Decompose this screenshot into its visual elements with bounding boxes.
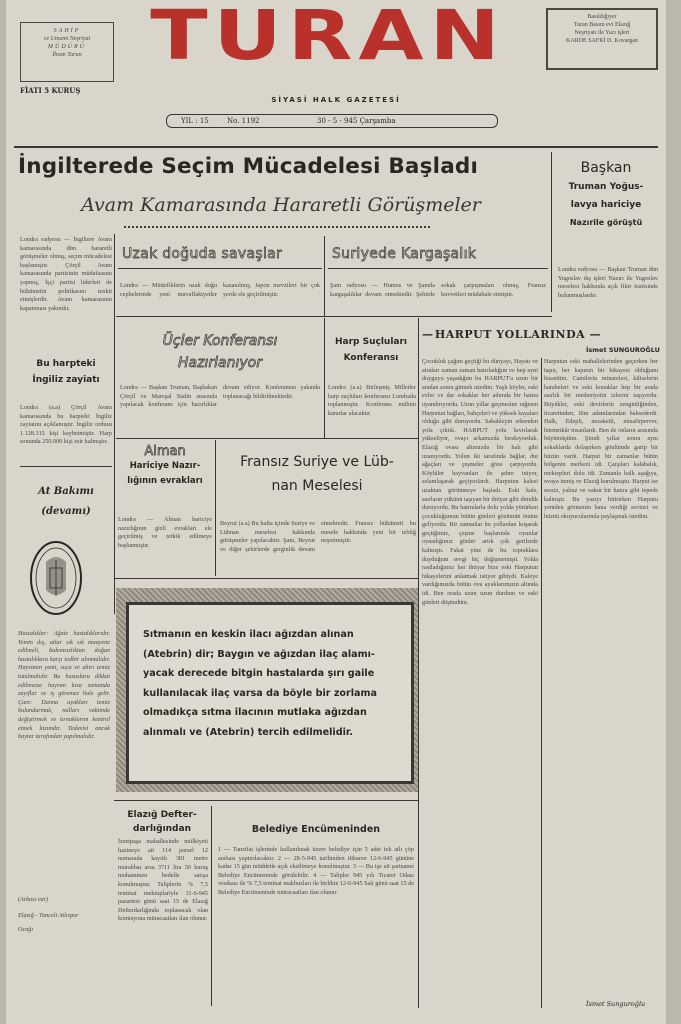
truman-title [554, 158, 658, 232]
printer-line-2: Turan Basım evi Elazığ [573, 22, 631, 28]
truman-body: Londra radyosu — Başkan Truman dün Yugoslav dış işleri Nazırı ile Yugoslav meselesi hakkında açık fikir teatisinde bulunmuşlardır. [558, 266, 658, 299]
harput-title-wrap: — HARPUT YOLLARINDA — [422, 328, 601, 341]
main-subheadline: Avam Kamarasında Hararetli Görüşmeler [81, 194, 481, 216]
atebrin-line-4: kullanılacak ilaç varsa da böyle bir zorlama [143, 687, 377, 699]
truman-title-1: Başkan [580, 160, 632, 176]
harput-signature: İsmet Sunguroğlu [586, 1000, 646, 1008]
horse-title: At Bakımı [38, 486, 94, 497]
printer-line-1: Basıldığıyer [587, 14, 617, 20]
triple-body: Londra — Başkan Truman, Başbakan Çörçil ve Mareşal Stalin arasında yapılacak konferans için hazırlıklar devam ediyor. Konferansın yakında toplanacağı bildirilmektedir. [120, 384, 320, 409]
war-crimes-title-2: Konferansı [343, 353, 399, 363]
triple-title-2: Hazırlanıyor [178, 355, 262, 371]
casualty-rule [20, 466, 112, 467]
harput-byline: İsmet SUNGUROĞLU [586, 346, 660, 354]
treasury-body: İzzetpaşa mahallesinde mülkiyeti hazineye ait 114 parsel 12 numarada kayıtlı 381 metre murabbaı arsa 3711 lira 50 kuruş muhammen bedelle satışa konulmuştur. Taliplerin % 7,5 teminat mektuplariyle 11-6-945 pazartesi günü saat 15 de Elazığ Defterdarlığında toplanacak olan komisyona müracaatları ilan olunur. [118, 838, 208, 923]
atebrin-line-3: yacak derecede bitgin hastalarda şırı gaile [143, 668, 375, 679]
triple-right-divider [324, 318, 325, 438]
german-title-1: Alman [144, 444, 186, 459]
french-title-2: nan Meselesi [271, 478, 363, 494]
syria-body: Şam radyosu — Humus ve Şamda kargaşalıklar devam etmektedir. Şehirde sokak çarpışmaları olmuş, Fransız kuvvetleri müdahale etmiştir. [330, 282, 546, 298]
war-crimes-title [326, 334, 416, 366]
horse-author-2: Ocağı [18, 926, 34, 933]
casualty-title-1: Bu harpteki [36, 359, 96, 369]
treasury-title [116, 808, 208, 836]
owner-line-1: SAHİP [53, 28, 81, 34]
german-right-divider [215, 440, 216, 576]
price-label: FİATI 5 KURUŞ [20, 86, 81, 95]
harput-col-divider [541, 358, 542, 1008]
treasury-title-1: Elazığ Defter- [127, 810, 197, 820]
issue-date: 30 - 5 - 945 Çarşamba [317, 117, 396, 125]
far-east-body: Londra — Müttefiklerin uzak doğu cephelerinde yeni muvaffakiyetler kazanılmış, Japon mevzileri bir çok yerde ele geçirilmiştir. [120, 282, 320, 298]
horse-author: Elazığ - Tunceli Atlıspor [18, 912, 79, 919]
german-title-3: lığının evrakları [127, 476, 203, 486]
atebrin-line-1: Sıtmanın en keskin ilacı ağızdan alınan [143, 629, 354, 640]
casualty-title [20, 356, 112, 388]
french-title-1: Fransız Suriye ve Lüb- [240, 454, 394, 470]
atebrin-line-6: alınmalı ve (Atebrin) tercih edilmelidir. [143, 726, 353, 738]
atebrin-line-5: olmadıkça sıtma ilacının mutlaka ağızdan [143, 707, 367, 718]
headline-dash-rule [124, 226, 430, 228]
german-title [116, 444, 214, 489]
casualty-body: Londra (a.a) Çörçil Avam kamarasında bu harpteki İngiliz zayiatını açıklamıştır. İngiliz ordusu 1.128.315 kişi kaybetmiştir. Harp sonunda 250.000 kişi esir kalmıştır. [20, 404, 112, 446]
municipality-body: 1 — Tanzifat işlerinde kullanılmak üzere belediye için 5 adet tek atlı çöp arabası yaptırılacaktır. 2 — 28-5-945 tarihinden itibaren 12-6-945 gününe kadar 15 gün müddetle açık eksiltmeye konulmuştur. 3 — Bu işe ait şartname Belediye Encümeninde görülebilir. 4 — Talipler 945 yılı Ticaret Odası vesikası ile % 7,5 teminat makbuzları ile birlikte 12-6-945 Salı günü saat 15 de Belediye Encümeninde müracaatları ilan olunur. [218, 846, 414, 896]
treasury-title-2: darlığından [133, 824, 191, 834]
printer-line-4: KARDE SAFKİ D. Kovargan [566, 38, 638, 44]
ad-bottom-rule [114, 800, 418, 801]
triple-title-1: Üçler Konferansı [162, 333, 278, 349]
left-col-divider [114, 234, 115, 614]
horse-footer: (Arkası var) [18, 896, 49, 903]
triple-bottom-rule [116, 438, 418, 439]
harput-body: Çocukluk çağım geçtiği bu dünyayı, Hayatı ve atraları zaman zaman hatırladığım ve hep ayni duyguyu yaşadığım bu HARPUT'a uzun bir aradan sonra gitmek istedim. Yaşlı köyler, eski evler ve dar sokaklar her adımda bir hatıra uyandırıyordu. Uzun yıllar geçmesine rağmen Harputun bağları, bahçeleri ve yüksek kayaları olduğu gibi duruyordu. Sabahleyin erkenden yola çıktık. HARPUT yolu kıvrılarak yükseliyor, ovayı arkamızda bırakıyorduk. Elazığ ovası altımızda bir halı gibi uzanıyordu. Yolun iki tarafında bağlar, dut ağaçları ve çeşmeler göze çarpıyordu. Köylüler hayvanları ile şehre iniyor, selamlaşarak geçiyorlardı. Harputun kalesi uzaktan görünmeye başladı. Eski kale, asırların yükünü taşıyan bir ihtiyar gibi dimdik duruyordu. Bu hatıralarla dolu yolda yürürken çocukluğumun bütün günleri gözümün önüne geliyordu. Bir zamanlar bu yollardan koşarak geçtiğimiz, çeşme başlarında oyunlar oynadığımız günler artık çok gerilerde kalmıştı. Fakat yine de bu topraklara duyduğum sevgi hiç değişmemişti. Yolda rastladığımız her ihtiyar bize eski Harputun hikayelerini anlatmak istiyor gibiydi. Kaleye vardığımızda bütün ova ayaklarımızın altında idi. Ben orada uzun uzun durdum ve eski günleri düşündüm. [422, 358, 538, 606]
war-crimes-body: Londra (a.a) Birleşmiş Milletler harp suçluları konferansı Londrada toplanmıştır. Konferans mühim kararlar alacaktır. [328, 384, 416, 417]
issue-number: No. 1192 [227, 117, 260, 125]
french-body: Beyrut (a.a) Bu hafta içinde Suriye ve Lübnan meselesi hakkında görüşmeler yapılacaktır. Şam, Beyrut ve diğer şehirlerde gerginlik devam etmektedir. Fransız hükümeti bu mesele hakkında yeni bir tebliğ neşretmiştir. [220, 520, 416, 553]
french-title [218, 450, 416, 498]
atebrin-ad-text [143, 625, 401, 742]
triple-title [122, 330, 318, 374]
syria-bottom-rule [116, 316, 552, 317]
harput-body-2: Harputun eski mahallelerinden geçerken her taşın, her kapının bir hikayesi olduğunu hissettim. Camilerin minareleri, kiliselerin harabeleri ve eski konaklar hep bir arada asırlık bir medeniyetin izlerini taşıyordu. Büyükler, eski devirlerin zenginliğinden, ticaretinden, ilim adamlarından bahsederdi. Halk, Edepli, nezaketli, misafirperver, hürmetkâr insanlardı. Ben de onların arasında büyümüştüm. Şimdi yıllar sonra aynı sokaklarda dolaşırken gönlümde garip bir hüzün vardı. Harput bir zamanlar bütün bölgenin merkezi idi. Çarşıları kalabalık, mektepleri dolu idi. Zamanla halk aşağıya, ovaya inmiş ve Elazığ kurulmuştu. Harput ise sessiz, yalnız ve vakur bir hatıra gibi tepede kalmıştı. Bu yazıyı bitirirken Harputu yeniden görmenin bana verdiği sevinci ve hüznü okuyucularımla paylaşmak istedim. [544, 358, 658, 520]
treasury-right-divider [211, 806, 212, 1006]
syria-title: Suriyede Kargaşalık [332, 246, 477, 262]
issue-year: YIL : 15 [181, 117, 209, 125]
masthead-title: TURAN [150, 0, 506, 76]
owner-line-2: ve Umumi Neşriyat [43, 36, 91, 42]
owner-box [20, 22, 114, 82]
syria-rule [328, 268, 548, 269]
printer-line-3: Neşriyatı ile Yazı işleri [574, 30, 630, 36]
war-crimes-title-1: Harp Suçluları [334, 337, 408, 347]
horse-subtitle: (devamı) [41, 506, 91, 517]
german-body: Londra — Alman hariciye nazırlığının gizli evrakları ele geçirilmiş ve tetkik edilmeye başlanmıştır. [118, 516, 212, 549]
far-east-title: Uzak doğuda savaşlar [122, 246, 283, 262]
masthead-rule [14, 146, 658, 148]
emblem-icon [28, 538, 84, 618]
municipality-title: Belediye Encümeninden [251, 824, 381, 835]
truman-title-3: lavya hariciye [570, 200, 642, 210]
atebrin-line-2: (Atebrin) dir; Baygın ve ağızdan ilaç alamı- [143, 648, 375, 660]
atebrin-ad-inner [126, 602, 414, 784]
headline-body: Londra radyosu — İngiltere Avam kamarasında dün hararetli görüşmeler olmuş, seçim mücadelesi başlamıştır. Çörçil Avam kamarasında partisinin müdafaasını yapmış, İşçi partisi liderleri de hükümetin politikasını tenkit etmişlerdir. Avam kamarasının kapanması yakındır. [20, 236, 112, 312]
german-title-2: Hariciye Nazır- [129, 461, 201, 471]
ad-top-rule [114, 578, 418, 579]
printer-box [546, 8, 658, 70]
issue-bar [166, 114, 498, 128]
owner-line-3: MÜDÜRÜ [48, 44, 86, 50]
casualty-title-2: İngiliz zayiatı [32, 375, 100, 385]
war-crimes-right-divider [418, 318, 419, 1008]
newspaper-page [6, 0, 666, 1024]
main-headline: İngilterede Seçim Mücadelesi Başladı [18, 154, 479, 179]
truman-title-2: Truman Yoğus- [568, 182, 644, 192]
masthead-subtitle: SİYASİ HALK GAZETESİ [271, 96, 401, 104]
harput-title: HARPUT YOLLARINDA [434, 328, 586, 341]
owner-line-4: İhsan Turan [52, 52, 82, 58]
far-east-rule [118, 268, 322, 269]
truman-title-4: Nazırile görüştü [569, 218, 643, 227]
horse-body: Hastalıklar: Ağaiz hastalıklarıdır. Yemin dış, atlar sık sık muayene edilmeli, bakımsızlıktan doğan hastalıklara karşı tedbir alınmalıdır. Hayvanın yemi, suyu ve ahırı temiz tutulmalıdır. Bu hususlara dikkat edilmezse hayvan kısa zamanda zayıflar ve iş göremez hale gelir. Çare: Daima ayakları temiz bulundurmak, nalları vaktinde değiştirmek ve tırnaklarını kontrol etmek lazımdır. Tedavisi ancak baytar tarafından yapılmalıdır. [18, 630, 110, 741]
headline-right-divider [551, 152, 552, 312]
